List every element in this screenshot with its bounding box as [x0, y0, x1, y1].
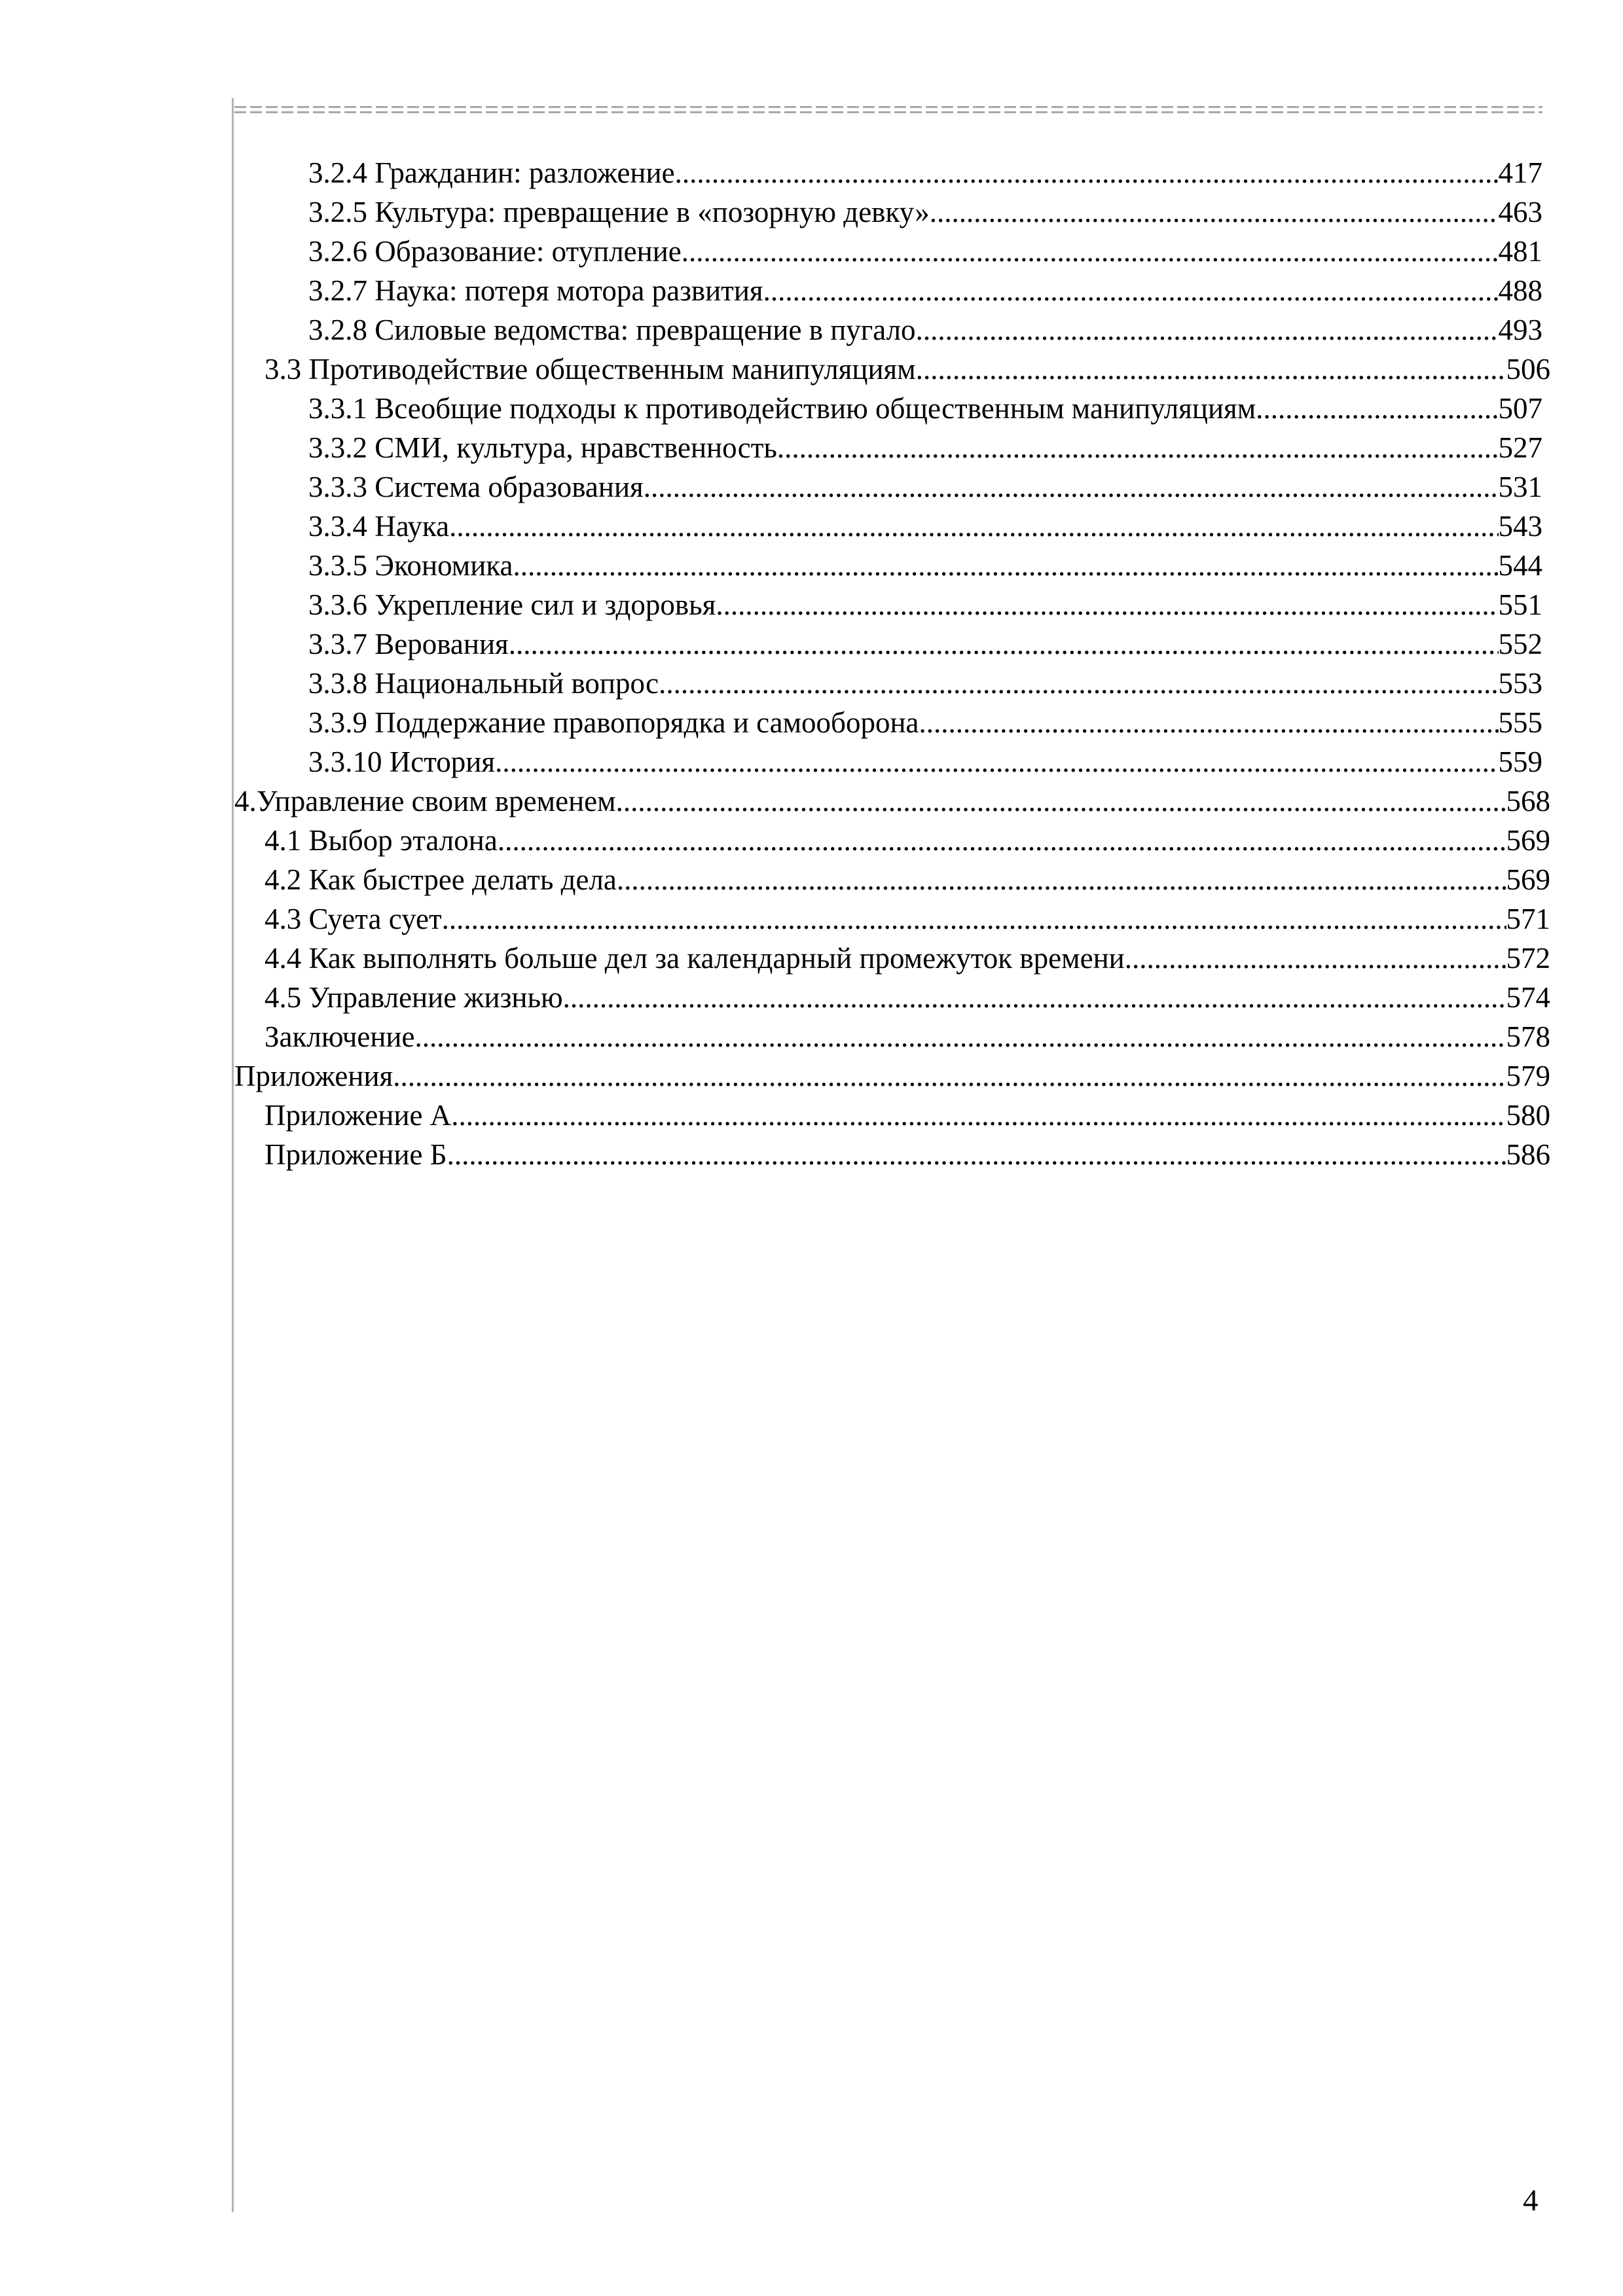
toc-dot-leader — [451, 1096, 1506, 1135]
toc-entry-row — [234, 1056, 1550, 1096]
toc-entry-row — [308, 192, 1542, 232]
toc-entry-page: 559 — [1498, 745, 1542, 778]
toc-entry[interactable] — [308, 624, 1542, 664]
toc-entry-row — [264, 1096, 1550, 1135]
toc-dot-leader — [509, 624, 1499, 664]
toc-entry-title: 3.3.7 Верования — [308, 628, 509, 660]
toc-entry[interactable] — [264, 939, 1550, 978]
toc-dot-leader — [916, 310, 1499, 350]
toc-dot-leader — [447, 1135, 1506, 1174]
toc-dot-leader — [1256, 389, 1498, 428]
top-rule-line-1 — [234, 106, 1542, 108]
toc-entry-row — [308, 232, 1542, 271]
toc-entry-row — [308, 507, 1542, 546]
toc-entry-row — [264, 1017, 1550, 1056]
toc-entry[interactable] — [264, 1017, 1550, 1056]
toc-entry-title: Приложение А — [264, 1099, 452, 1132]
toc-entry-title: 3.2.5 Культура: превращение в «позорную девку» — [308, 196, 930, 228]
toc-entry-page: 551 — [1498, 588, 1542, 621]
toc-dot-leader — [763, 271, 1499, 310]
toc-entry-title: Заключение — [264, 1020, 415, 1053]
toc-dot-leader — [498, 821, 1506, 860]
toc-entry-row — [308, 703, 1542, 742]
toc-entry[interactable] — [308, 310, 1542, 350]
toc-entry-title: 3.2.8 Силовые ведомства: превращение в пугало — [308, 314, 916, 346]
toc-entry[interactable] — [308, 742, 1542, 781]
toc-entry[interactable] — [308, 232, 1542, 271]
toc-entry-page: 569 — [1506, 863, 1550, 896]
page-margin-line — [232, 98, 234, 2212]
toc-dot-leader — [644, 467, 1499, 507]
toc-entry[interactable] — [264, 978, 1550, 1017]
toc-dot-leader — [919, 703, 1499, 742]
toc-entry[interactable] — [308, 428, 1542, 467]
toc-entry-page: 506 — [1506, 353, 1550, 386]
toc-entry[interactable] — [264, 350, 1550, 389]
toc-entry[interactable] — [308, 153, 1542, 192]
toc-entry-row — [308, 153, 1542, 192]
top-double-rule — [234, 97, 1542, 120]
toc-dot-leader — [495, 742, 1498, 781]
toc-entry[interactable] — [234, 1056, 1550, 1096]
toc-entry-page: 552 — [1498, 628, 1542, 660]
toc-entry-row — [264, 1135, 1550, 1174]
toc-entry[interactable] — [264, 899, 1550, 939]
toc-entry-row — [308, 624, 1542, 664]
toc-entry-title: 3.3.1 Всеобщие подходы к противодействию общественным манипуляциям — [308, 392, 1256, 425]
toc-entry-title: 3.3.4 Наука — [308, 510, 450, 543]
toc-entry-title: 3.3.3 Система образования — [308, 471, 644, 503]
toc-dot-leader — [393, 1056, 1506, 1096]
toc-entry[interactable] — [264, 1135, 1550, 1174]
toc-entry-page: 507 — [1498, 392, 1542, 425]
toc-entry-row — [264, 978, 1550, 1017]
toc-dot-leader — [930, 192, 1499, 232]
toc-entry-title: 4.1 Выбор эталона — [264, 824, 498, 857]
toc-entry-page: 555 — [1498, 706, 1542, 739]
toc-entry[interactable] — [308, 271, 1542, 310]
toc-dot-leader — [442, 899, 1506, 939]
toc-entry-title: 3.3.6 Укрепление сил и здоровья — [308, 588, 716, 621]
toc-entry-row — [264, 350, 1550, 389]
toc-entry[interactable] — [308, 192, 1542, 232]
toc-entry[interactable] — [264, 1096, 1550, 1135]
toc-entry[interactable] — [308, 585, 1542, 624]
toc-entry-page: 553 — [1498, 667, 1542, 700]
toc-entry-page: 574 — [1506, 981, 1550, 1014]
toc-entry-title: 4.4 Как выполнять больше дел за календарный промежуток времени — [264, 942, 1125, 975]
toc-entry-row — [308, 467, 1542, 507]
toc-entry-title: 3.3 Противодействие общественным манипуляциям — [264, 353, 916, 386]
toc-entry[interactable] — [264, 821, 1550, 860]
toc-entry[interactable] — [264, 860, 1550, 899]
toc-dot-leader — [675, 153, 1499, 192]
toc-dot-leader — [617, 860, 1506, 899]
toc-dot-leader — [449, 507, 1498, 546]
toc-entry-page: 586 — [1506, 1138, 1550, 1171]
toc-entry-row — [264, 939, 1550, 978]
toc-entry-title: Приложения — [234, 1060, 393, 1092]
toc-entry-page: 572 — [1506, 942, 1550, 975]
toc-entry-row — [264, 821, 1550, 860]
toc-entry-row — [264, 899, 1550, 939]
toc-entry[interactable] — [308, 546, 1542, 585]
toc-entry[interactable] — [234, 781, 1550, 821]
toc-entry-page: 481 — [1498, 235, 1542, 268]
toc-entry[interactable] — [308, 507, 1542, 546]
table-of-contents — [234, 153, 1550, 1174]
toc-entry-row — [308, 742, 1542, 781]
toc-entry-page: 580 — [1506, 1099, 1550, 1132]
toc-entry[interactable] — [308, 467, 1542, 507]
top-rule-line-2 — [234, 111, 1542, 113]
toc-dot-leader — [916, 350, 1506, 389]
toc-entry-page: 527 — [1498, 431, 1542, 464]
toc-entry-page: 579 — [1506, 1060, 1550, 1092]
toc-entry-page: 488 — [1498, 274, 1542, 307]
toc-entry-title: 3.3.9 Поддержание правопорядка и самооборона — [308, 706, 919, 739]
toc-entry-title: Приложение Б — [264, 1138, 447, 1171]
toc-entry-page: 568 — [1506, 785, 1550, 817]
toc-entry-page: 493 — [1498, 314, 1542, 346]
toc-entry-title: 3.3.8 Национальный вопрос — [308, 667, 659, 700]
toc-entry-title: 3.2.6 Образование: отупление — [308, 235, 682, 268]
toc-dot-leader — [659, 664, 1498, 703]
toc-entry-page: 531 — [1498, 471, 1542, 503]
page-number: 4 — [1523, 2183, 1539, 2217]
toc-dot-leader — [563, 978, 1506, 1017]
toc-entry-row — [308, 585, 1542, 624]
toc-entry-row — [308, 664, 1542, 703]
toc-entry-page: 543 — [1498, 510, 1542, 543]
toc-entry[interactable] — [308, 389, 1542, 428]
toc-entry-title: 3.3.5 Экономика — [308, 549, 513, 582]
toc-entry-row — [234, 781, 1550, 821]
toc-entry-page: 578 — [1506, 1020, 1550, 1053]
toc-entry-row — [264, 860, 1550, 899]
toc-dot-leader — [716, 585, 1498, 624]
toc-dot-leader — [682, 232, 1499, 271]
toc-entry-title: 4.2 Как быстрее делать дела — [264, 863, 617, 896]
toc-entry-page: 569 — [1506, 824, 1550, 857]
toc-entry[interactable] — [308, 703, 1542, 742]
toc-dot-leader — [616, 781, 1506, 821]
toc-entry-row — [308, 310, 1542, 350]
toc-entry-row — [308, 546, 1542, 585]
toc-entry-title: 3.2.4 Гражданин: разложение — [308, 156, 675, 189]
toc-entry-page: 544 — [1498, 549, 1542, 582]
toc-entry-title: 4.3 Суета сует — [264, 903, 442, 935]
toc-entry-title: 3.2.7 Наука: потеря мотора развития — [308, 274, 763, 307]
toc-entry-page: 417 — [1498, 156, 1542, 189]
toc-entry-row — [308, 389, 1542, 428]
toc-dot-leader — [414, 1017, 1506, 1056]
toc-entry[interactable] — [308, 664, 1542, 703]
toc-entry-title: 3.3.2 СМИ, культура, нравственность — [308, 431, 777, 464]
toc-dot-leader — [513, 546, 1498, 585]
toc-entry-page: 463 — [1498, 196, 1542, 228]
toc-entry-row — [308, 428, 1542, 467]
toc-dot-leader — [777, 428, 1499, 467]
toc-entry-title: 3.3.10 История — [308, 745, 496, 778]
toc-entry-page: 571 — [1506, 903, 1550, 935]
toc-entry-row — [308, 271, 1542, 310]
toc-entry-title: 4.5 Управление жизнью — [264, 981, 563, 1014]
toc-entry-title: 4.Управление своим временем — [234, 785, 616, 817]
toc-dot-leader — [1125, 939, 1506, 978]
